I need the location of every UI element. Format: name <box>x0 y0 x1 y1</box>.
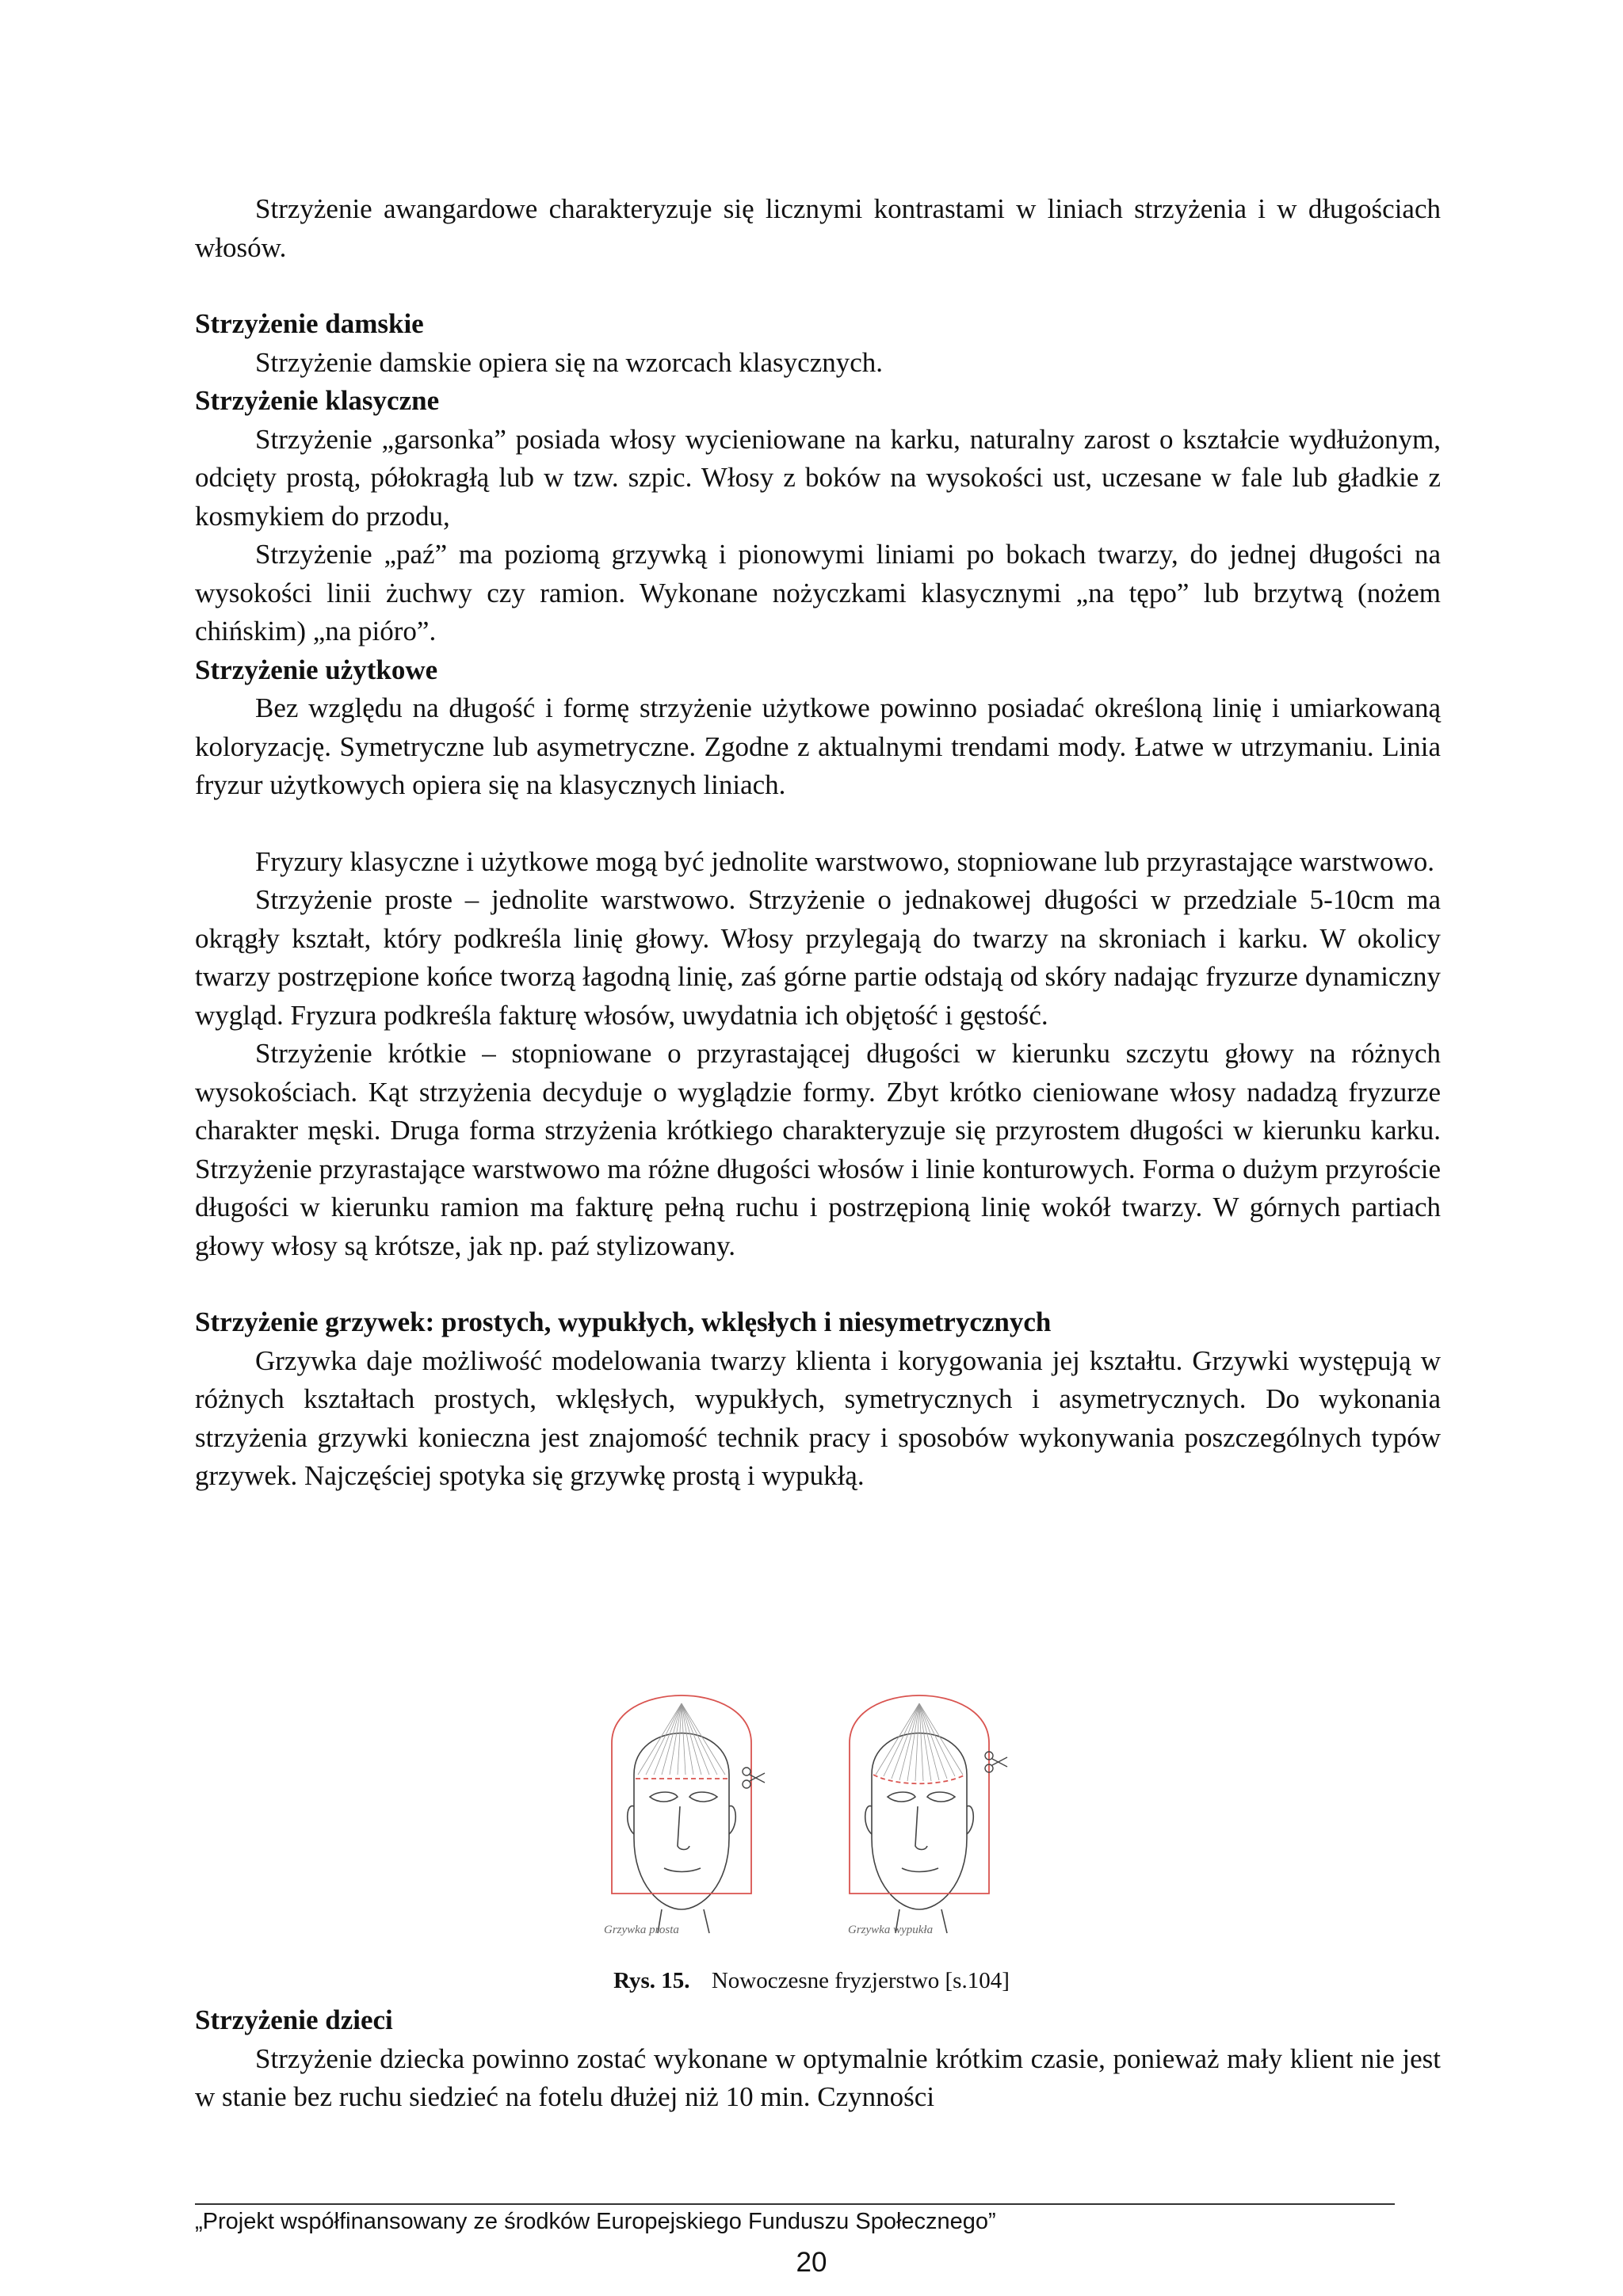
footer-text: „Projekt współfinansowany ze środków Europejskiego Funduszu Społecznego” <box>195 2209 996 2234</box>
figure-caption <box>0 1968 1623 1994</box>
paragraph-proste: Strzyżenie proste – jednolite warstwowo. Strzyżenie o jednakowej długości w przedziale 5-10cm ma okrągły kształt, który podkreśla linię głowy. Włosy przylegają do twarzy na skroniach i karku. W okolicy twarzy postrzępione końce tworzą łagodną linię, zaś górne partie odstają od skóry nadając fryzurze dynamiczny wygląd. Fryzura podkreśla fakturę włosów, uwydatnia ich objętość i gęstość. <box>195 884 1441 1031</box>
scissors-icon <box>743 1768 765 1788</box>
document-body <box>195 190 1441 1496</box>
figure-fringe-drawings <box>571 1656 1030 1957</box>
document-body-continued <box>195 2001 1441 2117</box>
paragraph-garsonka: Strzyżenie „garsonka” posiada włosy wycieniowane na karku, naturalny zarost o kształcie wydłużonym, odcięty prostą, półokragłą lub w tzw. szpic. Włosy z boków na wysokości ust, uczesane w fale lub gładkie z kosmykiem do przodu, <box>195 423 1441 532</box>
figure-caption-text: Nowoczesne fryzjerstwo [s.104] <box>711 1968 1010 1993</box>
heading-uzytkowe: Strzyżenie użytkowe <box>195 654 438 685</box>
face-convex-fringe-drawing <box>808 1656 1030 1941</box>
face-straight-fringe <box>571 1656 792 1941</box>
heading-klasyczne: Strzyżenie klasyczne <box>195 385 440 416</box>
page-number: 20 <box>796 2247 827 2278</box>
heading-dzieci: Strzyżenie dzieci <box>195 2004 393 2035</box>
heading-grzywki: Strzyżenie grzywek: prostych, wypukłych, wklęsłych i niesymetrycznych <box>195 1306 1052 1337</box>
caption-grzywka-prosta: Grzywka prosta <box>604 1924 679 1936</box>
paragraph-uzytkowe: Bez względu na długość i formę strzyżenie użytkowe powinno posiadać określoną linię i umiarkowaną koloryzację. Symetryczne lub asymetryczne. Zgodne z aktualnymi trendami mody. Łatwe w utrzymaniu. Linia fryzur użytkowych opiera się na klasycznych liniach. <box>195 692 1441 800</box>
paragraph-fryzury: Fryzury klasyczne i użytkowe mogą być jednolite warstwowo, stopniowane lub przyrastające warstwowo. <box>255 845 1435 877</box>
heading-damskie: Strzyżenie damskie <box>195 308 424 339</box>
paragraph-awangardowe: Strzyżenie awangardowe charakteryzuje się licznymi kontrastami w liniach strzyżenia i w długościach włosów. <box>195 193 1441 263</box>
paragraph-damskie: Strzyżenie damskie opiera się na wzorcach klasycznych. <box>255 346 884 378</box>
paragraph-krotkie: Strzyżenie krótkie – stopniowane o przyrastającej długości w kierunku szczytu głowy na różnych wysokościach. Kąt strzyżenia decyduje o wyglądzie formy. Zbyt krótko cieniowane włosy nadadzą fryzurze charakter męski. Druga forma strzyżenia krótkiego charakteryzuje się przyrostem długości w kierunku karku. Strzyżenie przyrastające warstwowo ma różne długości włosów i linie konturowych. Forma o dużym przyroście długości w kierunku ramion ma fakturę pełną ruchu i postrzępioną linię wokół twarzy. W górnych partiach głowy włosy są krótsze, jak np. paź stylizowany. <box>195 1038 1441 1261</box>
caption-grzywka-wypukla: Grzywka wypukła <box>848 1924 934 1936</box>
paragraph-dzieci: Strzyżenie dziecka powinno zostać wykonane w optymalnie krótkim czasie, ponieważ mały klient nie jest w stanie bez ruchu siedzieć na fotelu dłużej niż 10 min. Czynności <box>195 2042 1441 2112</box>
face-straight-fringe-drawing <box>571 1656 792 1941</box>
paragraph-grzywki: Grzywka daje możliwość modelowania twarzy klienta i korygowania jej kształtu. Grzywki występują w różnych kształtach prostych, wklęsłych, wypukłych, symetrycznych i asymetrycznych. Do wykonania strzyżenia grzywki konieczna jest znajomość technik pracy i sposobów wykonywania poszczególnych typów grzywek. Najczęściej spotyka się grzywkę prostą i wypukłą. <box>195 1344 1441 1491</box>
footer-divider <box>195 2203 1395 2205</box>
face-convex-fringe <box>808 1656 1030 1941</box>
figure-label: Rys. 15. <box>613 1968 690 1993</box>
paragraph-paz: Strzyżenie „paź” ma poziomą grzywką i pionowymi liniami po bokach twarzy, do jednej długości na wysokości linii żuchwy czy ramion. Wykonane nożyczkami klasycznymi „na tępo” lub brzytwą (nożem chińskim) „na pióro”. <box>195 539 1441 646</box>
